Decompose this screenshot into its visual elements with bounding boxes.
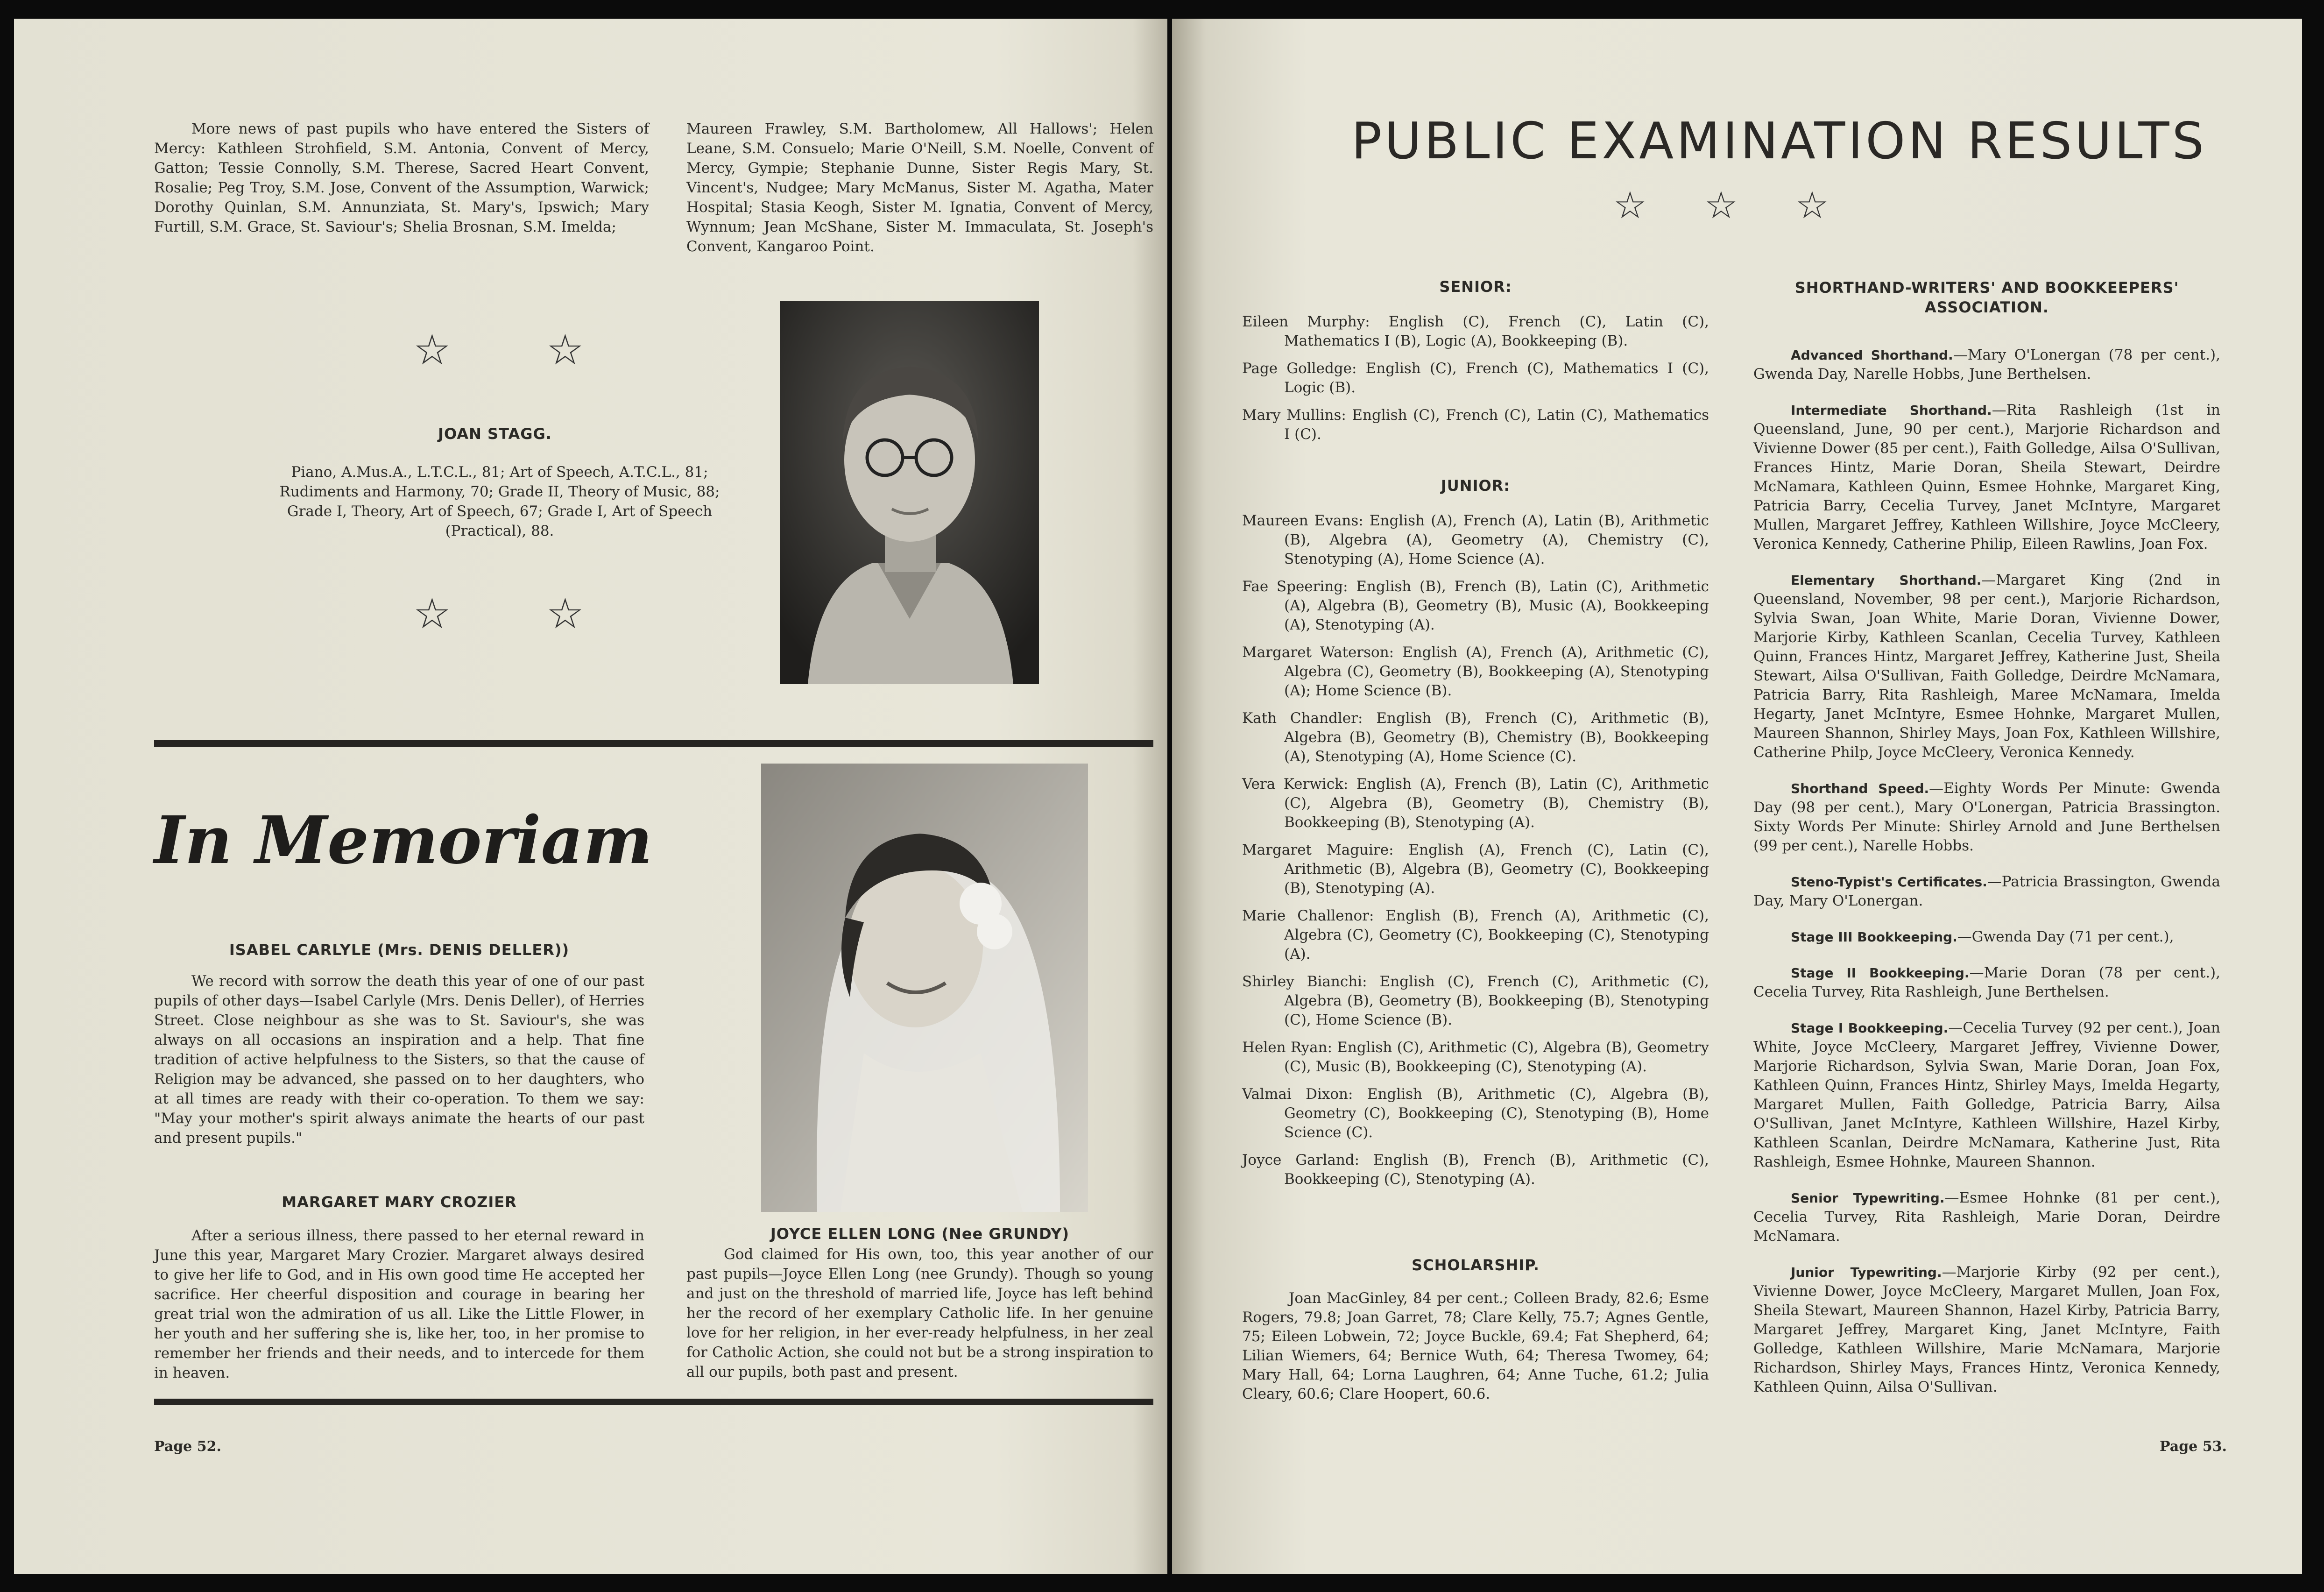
- senior-result: Mary Mullins: English (C), French (C), Latin (C), Mathematics I (C).: [1242, 407, 1709, 443]
- intro-column-2: Maureen Frawley, S.M. Bartholomew, All Hallows'; Helen Leane, S.M. Consuelo; Marie O'Neill, S.M. Noelle, Convent of Mercy, Gympie; Stephanie Dunne, Sister Regis Mary, St. Vincent's, Nudgee; Mary McManus, Sister M. Agatha, Mater Hospital; Stasia Keogh, Sister M. Ignatia, Convent of Mercy, Wynnum; Jean McShane, Sister M. Immaculata, St. Joseph's Convent, Kangaroo Point.: [686, 120, 1153, 255]
- junior-heading: JUNIOR:: [1441, 477, 1511, 495]
- star-icon: ☆: [1795, 184, 1829, 227]
- page-number-left: Page 52.: [154, 1438, 221, 1455]
- junior-result: Helen Ryan: English (C), Arithmetic (C), Algebra (B), Geometry (C), Music (B), Bookkeeping (C), Stenotyping (A).: [1242, 1039, 1709, 1075]
- junior-result: Maureen Evans: English (A), French (A), Latin (B), Arithmetic (B), Algebra (A), Geometry (A), Chemistry (C), Stenotyping (A), Home Science (A).: [1242, 512, 1709, 567]
- intro-column-1: More news of past pupils who have entered the Sisters of Mercy: Kathleen Strohfield, S.M. Antonia, Convent of Mercy, Gatton; Tessie Connolly, S.M. Therese, Sacred Heart Convent, Rosalie; Peg Troy, S.M. Jose, Convent of the Assumption, Warwick; Dorothy Quinlan, S.M. Annunziata, St. Mary's, Ipswich; Mary Furtill, S.M. Grace, St. Saviour's; Shelia Brosnan, S.M. Imelda;: [154, 120, 649, 235]
- margaret-crozier-text: After a serious illness, there passed to her eternal reward in June this year, Margaret Mary Crozier. Margaret always desired to give her life to God, and in His own good time He accepted her sacrifice. Her cheerful disposition and courage in bearing her great trial won the admiration of us all. Like the Little Flower, in her youth and her suffering she is, like her, too, in her promise to remember her friends and their needs, and to intercede for them in heaven.: [154, 1227, 644, 1381]
- joan-stagg-text: Piano, A.Mus.A., L.T.C.L., 81; Art of Speech, A.T.C.L., 81; Rudiments and Harmony, 70; Grade II, Theory of Music, 88; Grade I, Theory, Art of Speech, 67; Grade I, Art of Speech (Practical), 88.: [279, 464, 720, 539]
- left-page: [14, 19, 1167, 1574]
- results-column: [1242, 278, 1709, 1197]
- star-icon: ☆: [546, 589, 584, 638]
- junior-result: Valmai Dixon: English (B), Arithmetic (C), Algebra (B), Geometry (C), Bookkeeping (C), Stenotyping (B), Home Science (C).: [1242, 1086, 1709, 1141]
- divider-top: [154, 740, 1153, 747]
- page-number-right: Page 53.: [2160, 1438, 2227, 1455]
- scholarship-text: Joan MacGinley, 84 per cent.; Colleen Brady, 82.6; Esme Rogers, 79.8; Joan Garret, 78; Clare Kelly, 75.7; Agnes Gentle, 75; Eileen Lobwein, 72; Joyce Buckle, 69.4; Fat Shepherd, 64; Lilian Wiemers, 64; Bernice Wuth, 64; Theresa Twomey, 64; Mary Hall, 64; Lorna Laughren, 64; Anne Tuche, 61.2; Julia Cleary, 60.6; Clare Hoopert, 60.6.: [1242, 1290, 1709, 1402]
- junior-result: Margaret Waterson: English (A), French (A), Arithmetic (C), Algebra (C), Geometry (B), Bookkeeping (A), Stenotyping (A); Home Science (B).: [1242, 644, 1709, 699]
- shorthand-entry: Shorthand Speed.—Eighty Words Per Minute: Gwenda Day (98 per cent.), Mary O'Lonergan, Patricia Brassington. Sixty Words Per Minute: Shirley Arnold and June Berthelsen (99 per cent.), Narelle Hobbs.: [1753, 780, 2221, 854]
- shorthand-entry: Intermediate Shorthand.—Rita Rashleigh (1st in Queensland, June, 90 per cent.), Marjorie Richardson and Vivienne Dower (85 per cent.), Faith Golledge, Ailsa O'Sullivan, Frances Hintz, Marie Doran, Sheila Stewart, Deirdre McNamara, Kathleen Quinn, Esmee Hohnke, Margaret King, Patricia Barry, Cecelia Turvey, Janet McIntyre, Margaret Mullen, Margaret Jeffrey, Kathleen Willshire, Joyce McCleery, Veronica Kennedy, Catherine Philip, Eileen Rawlins, Joan Fox.: [1753, 402, 2220, 552]
- scholarship-heading: SCHOLARSHIP.: [1412, 1256, 1540, 1274]
- shorthand-entry: Stage II Bookkeeping.—Marie Doran (78 per cent.), Cecelia Turvey, Rita Rashleigh, June Berthelsen.: [1753, 964, 2220, 1000]
- junior-result: Shirley Bianchi: English (C), French (C), Arithmetic (C), Algebra (B), Geometry (B), Bookkeeping (B), Stenotyping (C), Home Science (B).: [1242, 973, 1709, 1028]
- divider-bottom: [154, 1399, 1153, 1405]
- star-icon: ☆: [1704, 184, 1738, 227]
- shorthand-entry: Elementary Shorthand.—Margaret King (2nd in Queensland, November, 98 per cent.), Marjorie Richardson, Sylvia Swan, Joan White, Marie Doran, Vivienne Dower, Marjorie Kirby, Kathleen Scanlan, Cecelia Turvey, Kathleen Quinn, Frances Hintz, Margaret Jeffrey, Katherine Just, Sheila Stewart, Ailsa O'Sullivan, Faith Golledge, Deirdre McNamara, Patricia Barry, Rita Rashleigh, Maree McNamara, Imelda Hegarty, Janet McIntyre, Esmee Hohnke, Margaret Mullen, Maureen Shannon, Shirley Mays, Joan Fox, Kathleen Willshire, Catherine Philp, Joyce McCleery, Veronica Kennedy.: [1753, 572, 2220, 761]
- right-page: [1172, 19, 2302, 1574]
- shorthand-entry: Stage III Bookkeeping.—Gwenda Day (71 per cent.),: [1791, 928, 2174, 945]
- star-icon: ☆: [1613, 184, 1647, 227]
- star-icon: ☆: [413, 589, 451, 638]
- joan-stagg-heading: JOAN STAGG.: [438, 425, 552, 443]
- shorthand-entry: Senior Typewriting.—Esmee Hohnke (81 per cent.), Cecelia Turvey, Rita Rashleigh, Marie Doran, Deirdre McNamara.: [1753, 1189, 2220, 1245]
- shorthand-results: [1753, 346, 2220, 1414]
- junior-result: Fae Speering: English (B), French (B), Latin (C), Arithmetic (A), Algebra (B), Geometry (B), Music (A), Bookkeeping (A), Stenotyping (A).: [1242, 578, 1709, 633]
- shorthand-heading: SHORTHAND-WRITERS' AND BOOKKEEPERS' ASSOCIATION.: [1794, 279, 2179, 316]
- senior-result: Eileen Murphy: English (C), French (C), Latin (C), Mathematics I (B), Logic (A), Bookkeeping (B).: [1242, 313, 1709, 349]
- memoriam-title: In Memoriam: [154, 802, 653, 879]
- isabel-carlyle-heading: ISABEL CARLYLE (Mrs. DENIS DELLER)): [229, 941, 570, 959]
- page-title: PUBLIC EXAMINATION RESULTS: [1351, 112, 2207, 170]
- joyce-long-heading: JOYCE ELLEN LONG (Nee GRUNDY): [770, 1225, 1070, 1243]
- isabel-carlyle-text: We record with sorrow the death this year of one of our past pupils of other days—Isabel Carlyle (Mrs. Denis Deller), of Herries Street. Close neighbour as she was to St. Saviour's, she was always on all occasions an inspiration and a help. That fine tradition of active helpfulness to the Sisters, so that the cause of Religion may be advanced, she passed on to her daughters, who at all times are ready with their co-operation. To them we say: "May your mother's spirit always animate the hearts of our past and present pupils.": [154, 973, 644, 1146]
- junior-result: Vera Kerwick: English (A), French (B), Latin (C), Arithmetic (C), Algebra (B), Geometry (B), Chemistry (B), Bookkeeping (B), Stenotyping (A).: [1242, 776, 1709, 831]
- junior-result: Marie Challenor: English (B), French (A), Arithmetic (C), Algebra (C), Geometry (C), Bookkeeping (C), Stenotyping (A).: [1242, 907, 1709, 962]
- shorthand-entry: Junior Typewriting.—Marjorie Kirby (92 per cent.), Vivienne Dower, Joyce McCleery, Margaret Mullen, Joan Fox, Sheila Stewart, Maureen Shannon, Hazel Kirby, Patricia Barry, Margaret Jeffrey, Margaret King, Janet McIntyre, Faith Golledge, Kathleen Willshire, Marie McNamara, Marjorie Richardson, Shirley Mays, Frances Hintz, Veronica Kennedy, Kathleen Quinn, Ailsa O'Sullivan.: [1753, 1264, 2220, 1395]
- shorthand-entry: Advanced Shorthand.—Mary O'Lonergan (78 per cent.), Gwenda Day, Narelle Hobbs, June Berthelsen.: [1753, 347, 2220, 382]
- joyce-long-text: God claimed for His own, too, this year another of our past pupils—Joyce Ellen Long (nee Grundy). Though so young and just on the threshold of married life, Joyce has left behind her the record of her exemplary Catholic life. In her genuine love for her religion, in her ever-ready helpfulness, in her zeal for Catholic Action, she could not but be a strong inspiration to all our pupils, both past and present.: [686, 1246, 1153, 1380]
- joyce-long-photo: [761, 764, 1088, 1212]
- junior-result: Joyce Garland: English (B), French (B), Arithmetic (C), Bookkeeping (C), Stenotyping (A).: [1242, 1152, 1709, 1188]
- senior-heading: SENIOR:: [1439, 278, 1512, 296]
- shorthand-entry: Steno-Typist's Certificates.—Patricia Brassington, Gwenda Day, Mary O'Lonergan.: [1753, 873, 2220, 909]
- joan-stagg-photo: [780, 301, 1039, 684]
- margaret-crozier-heading: MARGARET MARY CROZIER: [282, 1193, 517, 1211]
- junior-result: Margaret Maguire: English (A), French (C), Latin (C), Arithmetic (B), Algebra (B), Geometry (C), Bookkeeping (B), Stenotyping (A).: [1242, 842, 1709, 897]
- star-icon: ☆: [413, 325, 451, 375]
- junior-result: Kath Chandler: English (B), French (C), Arithmetic (B), Algebra (B), Geometry (B), Chemistry (B), Bookkeeping (A), Stenotyping (A), Home Science (C).: [1242, 710, 1709, 765]
- shorthand-entry: Stage I Bookkeeping.—Cecelia Turvey (92 per cent.), Joan White, Joyce McCleery, Margaret Jeffrey, Vivienne Dower, Marjorie Richardson, Sylvia Swan, Marie Doran, Joan Fox, Kathleen Quinn, Frances Hintz, Shirley Mays, Imelda Hegarty, Margaret Mullen, Faith Golledge, Patricia Barry, Ailsa O'Sullivan, Janet McIntyre, Kathleen Willshire, Hazel Kirby, Kathleen Scanlan, Deirdre McNamara, Katherine Just, Rita Rashleigh, Esmee Hohnke, Maureen Shannon.: [1753, 1019, 2220, 1170]
- star-icon: ☆: [546, 325, 584, 375]
- senior-result: Page Golledge: English (C), French (C), Mathematics I (C), Logic (B).: [1242, 360, 1709, 396]
